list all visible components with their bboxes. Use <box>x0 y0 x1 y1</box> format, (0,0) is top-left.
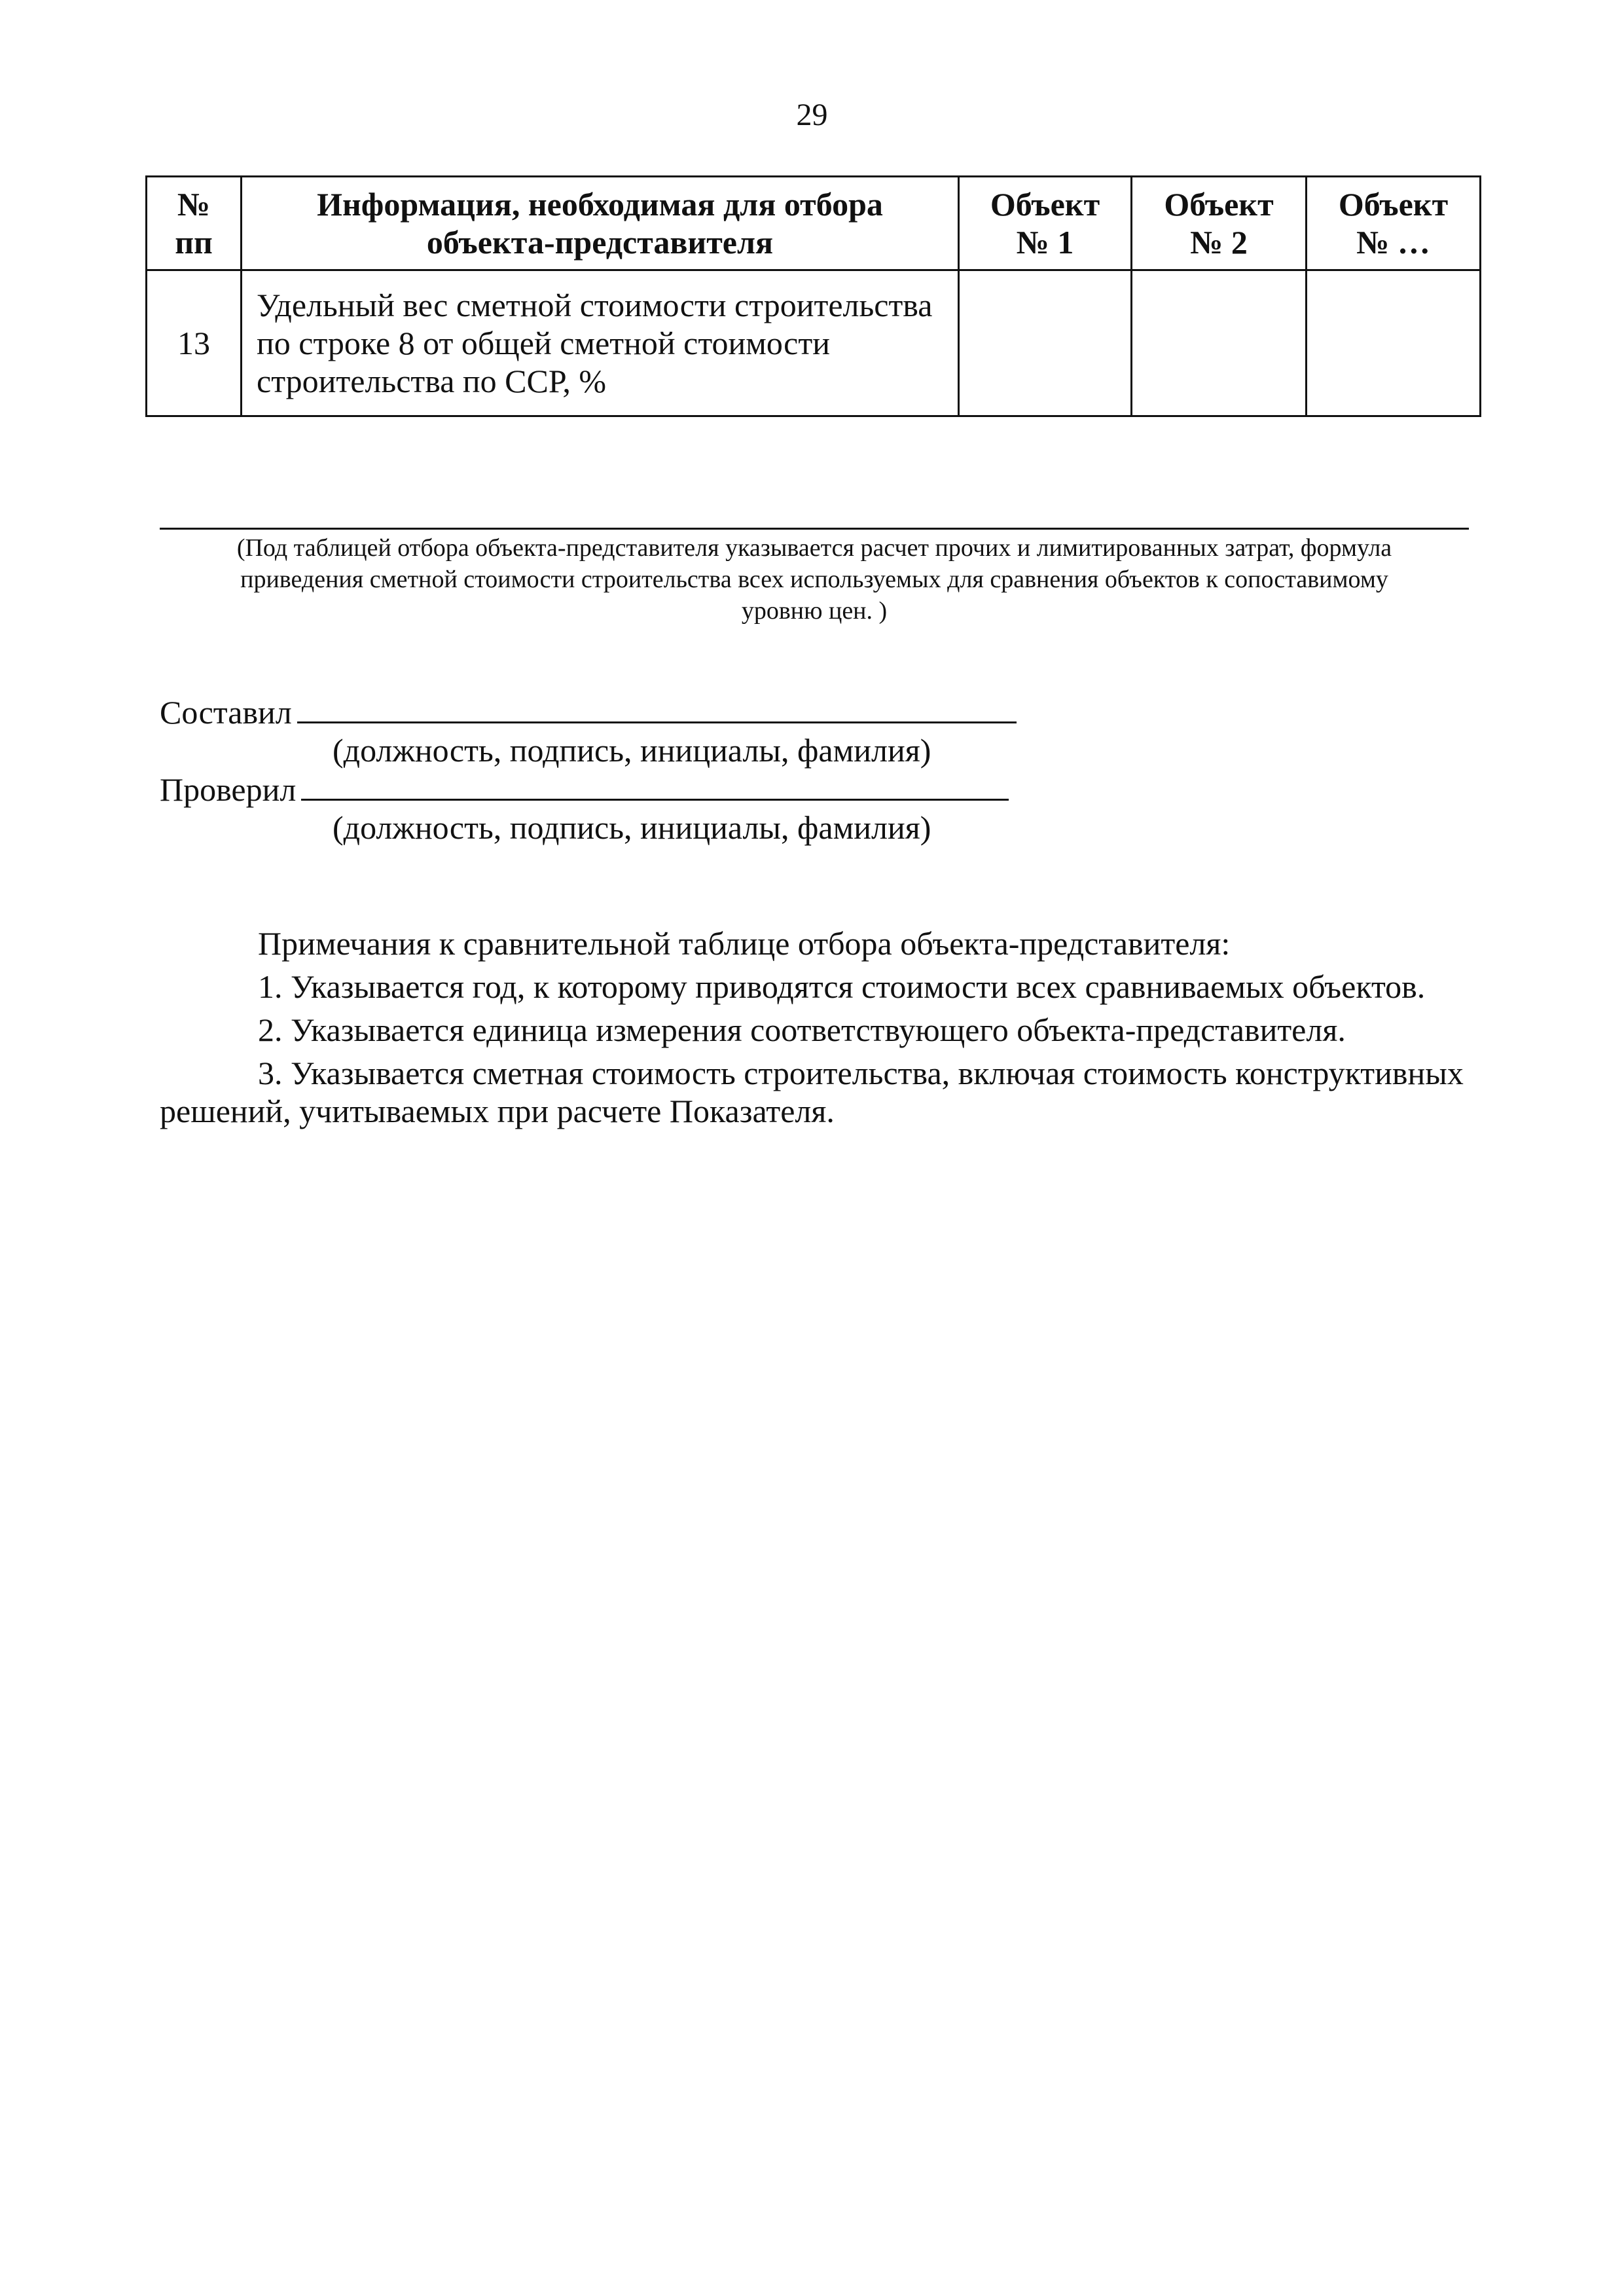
compiled-by-row <box>160 693 1017 731</box>
checked-by-signature-line <box>301 770 1009 801</box>
checked-by-label: Проверил <box>160 771 297 808</box>
header-info-line1: Информация, необходимая для отбора <box>317 186 883 223</box>
row-num: 13 <box>147 270 242 416</box>
notes-title: Примечания к сравнительной таблице отбора объекта-представителя: <box>258 925 1231 962</box>
note-divider <box>160 528 1469 530</box>
compiled-by-signature-line <box>297 693 1017 723</box>
compiled-by-caption: (должность, подпись, инициалы, фамилия) <box>333 732 931 769</box>
row-object-1-cell <box>959 270 1132 416</box>
header-object-2-line1: Объект <box>1164 186 1274 223</box>
checked-by-row <box>160 770 1009 809</box>
page-number: 29 <box>796 98 828 132</box>
header-info-line2: объекта-представителя <box>426 224 774 261</box>
header-num <box>147 177 242 270</box>
row-object-2-cell <box>1132 270 1307 416</box>
header-object-2 <box>1132 177 1307 270</box>
notes-section <box>160 924 1479 1135</box>
header-object-1-line2: № 1 <box>1016 224 1074 261</box>
header-object-1-line1: Объект <box>990 186 1100 223</box>
footnote-line2: приведения сметной стоимости строительства всех используемых для сравнения объектов к сопоставимому <box>240 566 1388 593</box>
row-object-n-cell <box>1307 270 1481 416</box>
checked-by-caption: (должность, подпись, инициалы, фамилия) <box>333 809 931 846</box>
row-info <box>242 270 959 416</box>
compiled-by-label: Составил <box>160 694 292 731</box>
table-footnote <box>160 532 1469 627</box>
table-header-row <box>147 177 1481 270</box>
header-num-line1: № <box>177 186 211 223</box>
header-info <box>242 177 959 270</box>
row-info-line2: по строке 8 от общей сметной стоимости <box>257 325 830 361</box>
header-object-2-line2: № 2 <box>1190 224 1248 261</box>
header-object-n <box>1307 177 1481 270</box>
notes-item-1: 1. Указывается год, к которому приводятся стоимости всех сравниваемых объектов. <box>258 968 1426 1005</box>
table-row <box>147 270 1481 416</box>
selection-table <box>145 175 1481 417</box>
notes-item-2: 2. Указывается единица измерения соответствующего объекта-представителя. <box>258 1011 1346 1048</box>
notes-item-3: 3. Указывается сметная стоимость строительства, включая стоимость конструктивных решений, учитываемых при расчете Показателя. <box>160 1055 1464 1129</box>
row-info-line3: строительства по ССР, % <box>257 363 607 399</box>
header-num-line2: пп <box>175 224 213 261</box>
header-object-n-line2: № … <box>1356 224 1430 261</box>
footnote-line1: (Под таблицей отбора объекта-представителя указывается расчет прочих и лимитированных затрат, формула <box>236 534 1392 562</box>
footnote-line3: уровню цен. ) <box>741 597 888 625</box>
header-object-n-line1: Объект <box>1338 186 1449 223</box>
row-info-line1: Удельный вес сметной стоимости строительства <box>257 287 933 323</box>
header-object-1 <box>959 177 1132 270</box>
